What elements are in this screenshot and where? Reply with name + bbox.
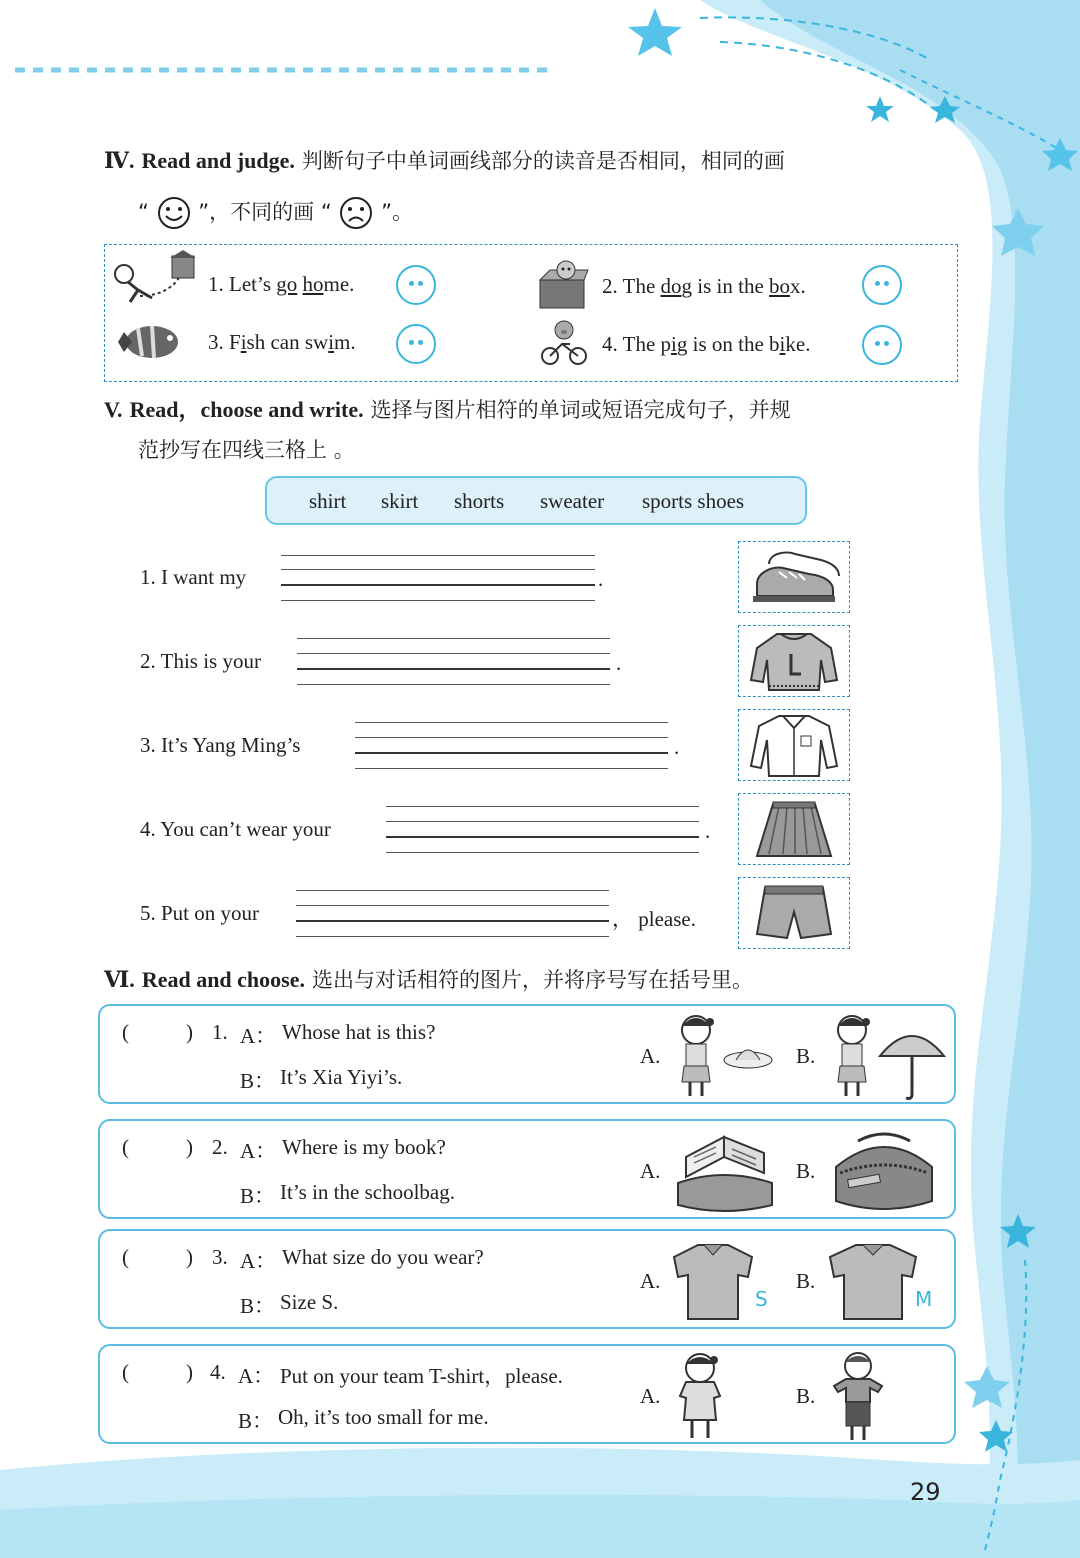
- underlined-part: bo: [769, 274, 791, 298]
- judge-item-text: The: [622, 274, 661, 298]
- section-5-title-en: Read，choose and write.: [129, 397, 364, 422]
- word-bank-word: sports shoes: [642, 489, 745, 513]
- section-6-label: Ⅵ.: [104, 967, 135, 992]
- quote-open: “: [138, 200, 149, 224]
- underlined-part: i: [240, 330, 247, 354]
- answer-paren-open: (: [122, 1020, 129, 1044]
- underlined-part: i: [671, 332, 677, 356]
- answer-blank-2[interactable]: [134, 1131, 186, 1161]
- answer-paren-open: (: [122, 1135, 129, 1159]
- size-label-s: S: [755, 1287, 768, 1311]
- write-sentence-5: 5. Put on your: [140, 901, 260, 925]
- page-number: 29: [910, 1478, 941, 1506]
- sentence-end-punct: ， please.: [612, 907, 696, 931]
- section-5-label: V.: [104, 397, 123, 422]
- section-4-title-en: Read and judge.: [141, 148, 295, 173]
- section-6-title-en: Read and choose.: [141, 967, 305, 992]
- speaker-a: A：: [240, 1139, 277, 1163]
- section-4-label: Ⅳ.: [104, 148, 135, 173]
- section-6-title: [104, 964, 753, 994]
- write-sentence-2: 2. This is your: [140, 649, 261, 673]
- judge-item-3: [208, 330, 356, 355]
- judge-item-text: g is in the: [681, 274, 770, 298]
- judge-answer-face-2[interactable]: [862, 265, 902, 305]
- answer-paren-close: ): [186, 1245, 193, 1269]
- answer-blank-1[interactable]: [134, 1016, 186, 1046]
- four-line-grid-line: [386, 852, 699, 853]
- judge-item-text: g is on the b: [676, 332, 780, 356]
- judge-item-number: 2.: [602, 274, 618, 298]
- dialogue-b: It’s Xia Yiyi’s.: [280, 1065, 403, 1089]
- underlined-part: go: [276, 272, 298, 296]
- shirt-picture: [738, 709, 850, 781]
- answer-paren-open: (: [122, 1360, 129, 1384]
- word-bank: [265, 476, 807, 525]
- t-shirt-size-s-picture[interactable]: [672, 1239, 754, 1323]
- option-b-label: B.: [796, 1384, 816, 1408]
- underlined-part: i: [779, 332, 786, 356]
- writing-area-4[interactable]: [387, 806, 698, 852]
- speaker-a: A：: [240, 1249, 277, 1273]
- writing-area-2[interactable]: [298, 638, 609, 684]
- judge-answer-face-3[interactable]: [396, 324, 436, 364]
- writing-area-3[interactable]: [356, 722, 667, 768]
- speaker-b: B：: [240, 1294, 276, 1318]
- pig-on-bike-illustration: [540, 318, 588, 366]
- judge-item-2: [602, 274, 806, 299]
- judge-item-text: F: [229, 330, 241, 354]
- shorts-picture: [738, 877, 850, 949]
- choice-question-2: [98, 1119, 956, 1219]
- choice-question-3: [98, 1229, 956, 1329]
- boy-in-small-t-shirt-picture[interactable]: [826, 1350, 890, 1444]
- underlined-part: i: [328, 330, 335, 354]
- word-bank-word: sweater: [540, 489, 605, 513]
- word-bank-word: shirt: [309, 489, 347, 513]
- section-6-title-cn: 选出与对话相符的图片，并将序号写在括号里。: [312, 968, 753, 992]
- t-shirt-size-m-picture[interactable]: [828, 1239, 920, 1323]
- judge-item-text: x.: [790, 274, 806, 298]
- option-b-label: B.: [796, 1044, 816, 1068]
- judge-item-text: me.: [323, 272, 355, 296]
- section-4-title-line2: [138, 196, 413, 232]
- dialogue-a: What size do you wear?: [282, 1245, 484, 1269]
- skirt-picture: [738, 793, 850, 865]
- judge-item-1: [208, 272, 354, 297]
- option-b-label: B.: [796, 1159, 816, 1183]
- underlined-part: ho: [302, 272, 324, 296]
- judge-item-text: Let’s: [229, 272, 277, 296]
- answer-paren-close: ): [186, 1020, 193, 1044]
- answer-paren-open: (: [122, 1245, 129, 1269]
- four-line-grid-line: [355, 768, 668, 769]
- sports-shoes-picture: [738, 541, 850, 613]
- judge-item-text: ke.: [785, 332, 811, 356]
- speaker-a: A：: [240, 1024, 277, 1048]
- option-b-label: B.: [796, 1269, 816, 1293]
- section-5-title-line2: 范抄写在四线三格上 。: [138, 438, 355, 462]
- choice-question-1: [98, 1004, 956, 1104]
- section-5-title-cn: 选择与图片相符的单词或短语完成句子，并规: [370, 398, 791, 422]
- judge-item-text: The p: [622, 332, 672, 356]
- speaker-b: B：: [240, 1069, 276, 1093]
- sad-face-icon: [338, 196, 374, 230]
- dog-in-box-illustration: [532, 258, 594, 310]
- dialogue-b: Size S.: [280, 1290, 339, 1314]
- fish-illustration: [118, 318, 190, 366]
- write-sentence-4: 4. You can’t wear your: [140, 817, 331, 841]
- sentence-end-punct: .: [598, 567, 604, 591]
- answer-blank-4[interactable]: [134, 1356, 186, 1386]
- dialogue-a: Where is my book?: [282, 1135, 446, 1159]
- four-line-grid-line: [297, 684, 610, 685]
- section-4-title: [104, 145, 785, 175]
- judge-item-number: 3.: [208, 330, 224, 354]
- girl-in-t-shirt-picture[interactable]: [670, 1350, 730, 1444]
- option-a-label: A.: [640, 1044, 661, 1068]
- sentence-end-punct: .: [705, 819, 711, 843]
- speaker-a: A：: [238, 1364, 275, 1388]
- sentence-end-punct: .: [616, 651, 622, 675]
- writing-area-1[interactable]: [282, 555, 594, 601]
- option-a-label: A.: [640, 1269, 661, 1293]
- writing-area-5[interactable]: [297, 890, 608, 936]
- girl-with-hat-picture[interactable]: [670, 1010, 774, 1102]
- word-bank-word: skirt: [381, 489, 419, 513]
- question-number: 2.: [212, 1135, 228, 1159]
- answer-blank-3[interactable]: [134, 1241, 186, 1271]
- boy-going-home-illustration: [110, 250, 200, 308]
- girl-with-umbrella-picture[interactable]: [826, 1010, 950, 1102]
- dialogue-a: Put on your team T-shirt，please.: [280, 1364, 563, 1388]
- question-number: 1.: [212, 1020, 228, 1044]
- section-4-title-cn: 判断句子中单词画线部分的读音是否相同，相同的画: [301, 149, 785, 173]
- quote-mid: ”，不同的画 “: [198, 200, 332, 224]
- underlined-part: do: [660, 274, 682, 298]
- option-a-label: A.: [640, 1384, 661, 1408]
- sentence-end-punct: .: [674, 735, 680, 759]
- quote-close: ”。: [381, 200, 413, 224]
- write-sentence-1: 1. I want my: [140, 565, 247, 589]
- happy-face-icon: [156, 196, 192, 230]
- book-in-schoolbag-picture[interactable]: [828, 1127, 940, 1215]
- judge-box: [104, 244, 958, 382]
- judge-item-text: sh can sw: [246, 330, 329, 354]
- choice-question-4: [98, 1344, 956, 1444]
- write-sentence-3: 3. It’s Yang Ming’s: [140, 733, 301, 757]
- judge-answer-face-4[interactable]: [862, 325, 902, 365]
- dialogue-b: It’s in the schoolbag.: [280, 1180, 455, 1204]
- judge-item-text: m.: [334, 330, 356, 354]
- book-on-bag-picture[interactable]: [672, 1127, 778, 1215]
- speaker-b: B：: [240, 1184, 276, 1208]
- sweater-picture: [738, 625, 850, 697]
- question-number: 3.: [212, 1245, 228, 1269]
- section-5-title: [104, 393, 791, 424]
- four-line-grid-line: [296, 936, 609, 937]
- judge-item-number: 4.: [602, 332, 618, 356]
- dialogue-b: Oh, it’s too small for me.: [278, 1405, 489, 1429]
- answer-paren-close: ): [186, 1360, 193, 1384]
- option-a-label: A.: [640, 1159, 661, 1183]
- judge-item-number: 1.: [208, 272, 224, 296]
- judge-item-4: [602, 332, 810, 357]
- judge-answer-face-1[interactable]: [396, 265, 436, 305]
- speaker-b: B：: [238, 1409, 274, 1433]
- dialogue-a: Whose hat is this?: [282, 1020, 436, 1044]
- size-label-m: M: [915, 1287, 933, 1311]
- word-bank-word: shorts: [454, 489, 505, 513]
- answer-paren-close: ): [186, 1135, 193, 1159]
- question-number: 4.: [210, 1360, 226, 1384]
